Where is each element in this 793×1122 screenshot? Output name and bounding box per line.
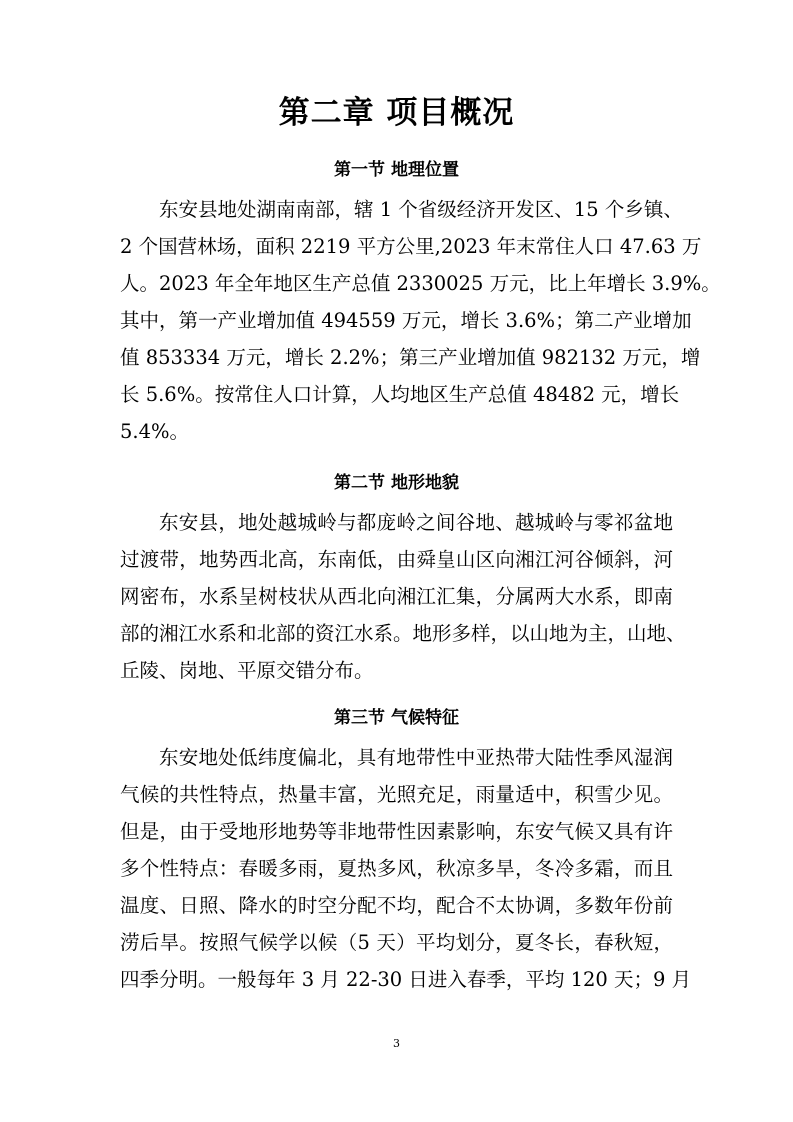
chapter-title: 第二章 项目概况 [278,95,515,131]
text-line: 5.4%。 [120,420,190,443]
text-line: 东安县，地处越城岭与都庞岭之间谷地、越城岭与零祁盆地 [159,511,673,534]
text-line: 涝后旱。按照气候学以候（5 天）平均划分，夏冬长，春秋短， [120,931,673,954]
text-line: 东安地处低纬度偏北，具有地带性中亚热带大陆性季风湿润 [159,746,673,769]
text-line: 长 5.6%。按常住人口计算，人均地区生产总值 48482 元，增长 [120,383,680,406]
text-line: 过渡带，地势西北高，东南低，由舜皇山区向湘江河谷倾斜，河 [120,548,673,571]
paragraph-terrain [120,504,686,689]
section-title-terrain: 第二节 地形地貌 [334,473,459,493]
text-line: 四季分明。一般每年 3 月 22-30 日进入春季，平均 120 天；9 月 [120,968,692,991]
text-line: 但是，由于受地形地势等非地带性因素影响，东安气候又具有许 [120,820,673,843]
paragraph-geographic-location [120,191,721,450]
text-line: 多个性特点：春暖多雨，夏热多风，秋凉多旱，冬冷多霜，而且 [120,857,673,880]
text-line: 网密布，水系呈树枝状从西北向湘江汇集，分属两大水系，即南 [120,585,673,608]
text-line: 丘陵、岗地、平原交错分布。 [120,659,374,682]
text-line: 部的湘江水系和北部的资江水系。地形多样，以山地为主，山地、 [120,622,686,645]
text-line: 值 853334 万元，增长 2.2%；第三产业增加值 982132 万元，增 [120,346,701,369]
text-line: 温度、日照、降水的时空分配不均，配合不太协调，多数年份前 [120,894,673,917]
text-line: 气候的共性特点，热量丰富，光照充足，雨量适中，积雪少见。 [120,783,673,806]
text-line: 东安县地处湖南南部，辖 1 个省级经济开发区、15 个乡镇、 [159,198,683,221]
page-number: 3 [393,1037,400,1050]
text-line: 人。2023 年全年地区生产总值 2330025 万元，比上年增长 3.9%。 [120,272,721,295]
section-title-climate: 第三节 气候特征 [334,708,459,728]
section-title-geographic-location: 第一节 地理位置 [334,160,459,180]
text-line: 2 个国营林场，面积 2219 平方公里,2023 年末常住人口 47.63 万 [120,235,702,258]
text-line: 其中，第一产业增加值 494559 万元，增长 3.6%；第二产业增加 [120,309,692,332]
paragraph-climate [120,739,692,998]
